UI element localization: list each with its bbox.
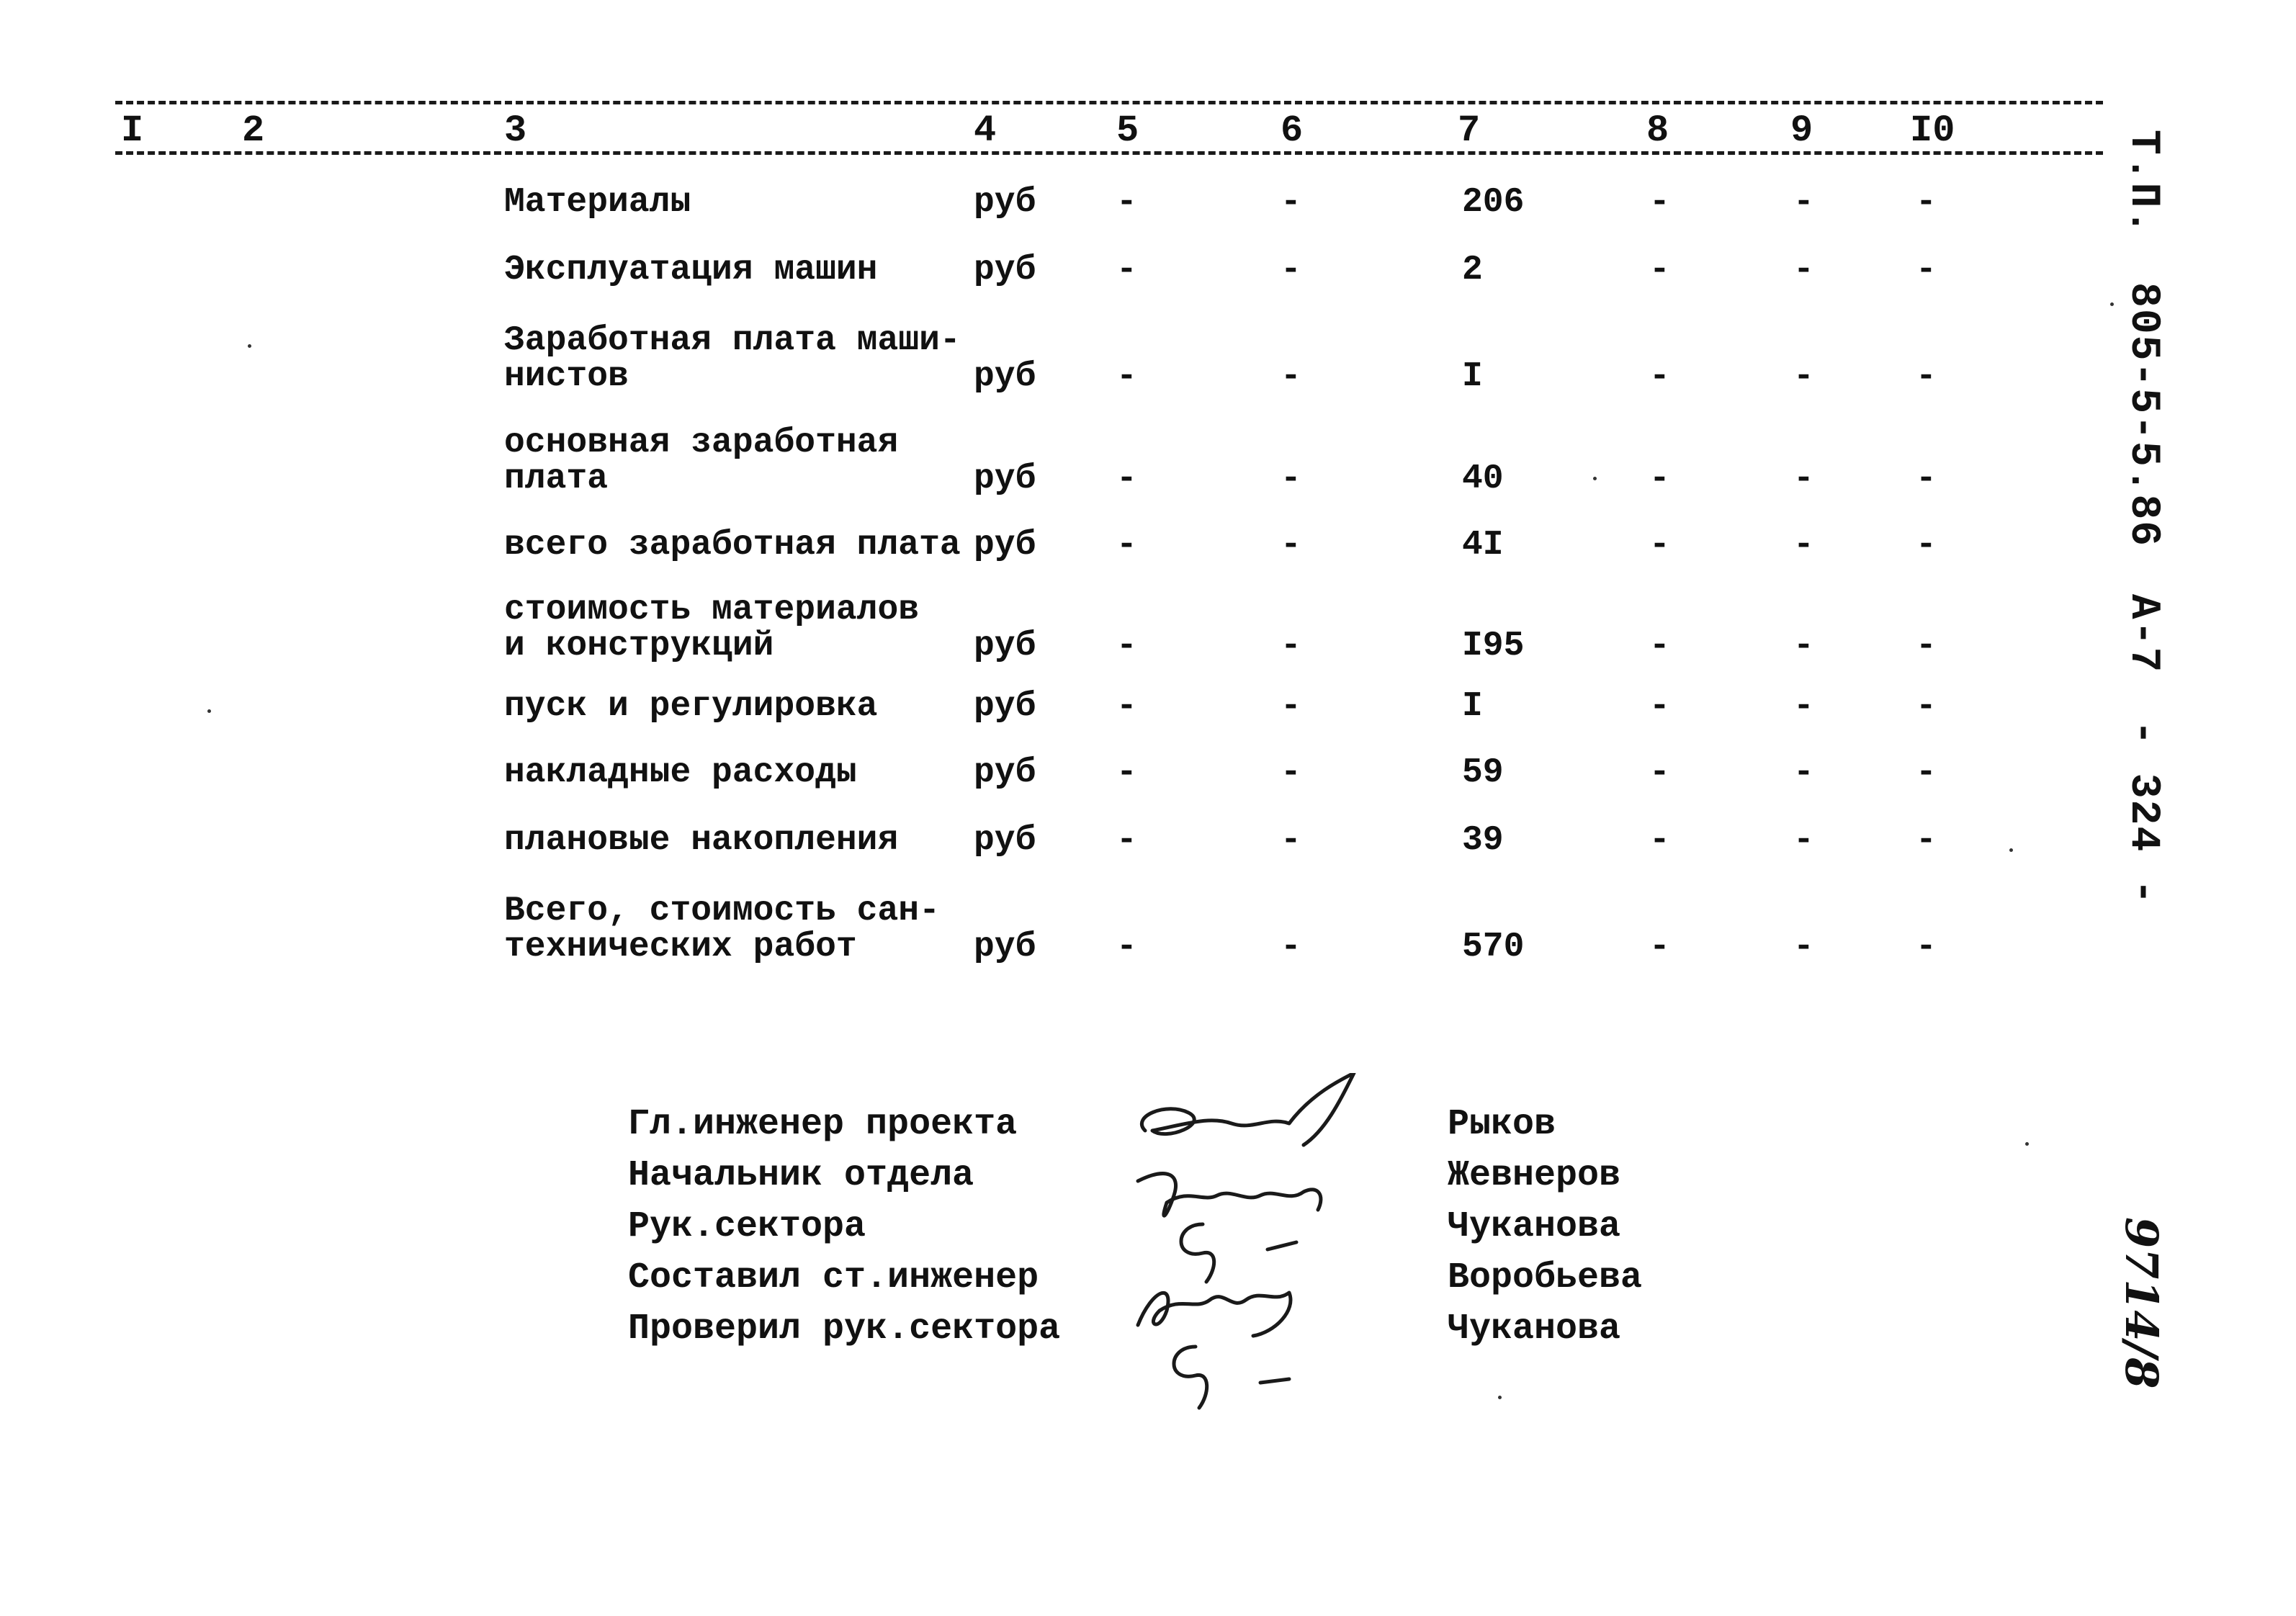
- row-name-line: технических работ: [504, 928, 857, 966]
- row-unit: руб: [974, 526, 1036, 565]
- scan-speck: [2110, 302, 2114, 306]
- row-value-c5: -: [1116, 928, 1137, 966]
- row-name-line: основная заработная: [504, 423, 899, 462]
- row-value-c10: -: [1916, 459, 1937, 498]
- signatory-role: Составил ст.инженер: [628, 1257, 1039, 1298]
- row-value-c8: -: [1649, 753, 1670, 792]
- row-value-c6: -: [1281, 687, 1301, 726]
- document-code-vertical: [2117, 130, 2168, 906]
- row-value-c9: -: [1793, 821, 1814, 860]
- row-unit: руб: [974, 251, 1036, 289]
- row-name-line: пуск и регулировка: [504, 687, 878, 726]
- row-value-c6: -: [1281, 251, 1301, 289]
- column-header-2: 2: [242, 109, 265, 152]
- row-name-line: всего заработная плата: [504, 526, 961, 565]
- row-unit: руб: [974, 459, 1036, 498]
- row-unit: руб: [974, 928, 1036, 966]
- row-name-line: Заработная плата маши-: [504, 321, 961, 360]
- row-value-c10: -: [1916, 251, 1937, 289]
- row-unit: руб: [974, 687, 1036, 726]
- scan-speck: [2025, 1142, 2029, 1146]
- row-name-line: Эксплуатация машин: [504, 251, 878, 289]
- signatory-role: Гл.инженер проекта: [628, 1104, 1018, 1145]
- row-name-line: Материалы: [504, 183, 691, 222]
- header-top-dashed-rule: [115, 101, 2103, 104]
- row-value-c7: 39: [1462, 821, 1504, 860]
- row-name: [504, 893, 965, 965]
- column-header-7: 7: [1458, 109, 1481, 152]
- row-unit: руб: [974, 357, 1036, 396]
- row-name-line: накладные расходы: [504, 753, 857, 792]
- row-value-c5: -: [1116, 251, 1137, 289]
- row-value-c5: -: [1116, 687, 1137, 726]
- row-name: [504, 688, 965, 724]
- row-value-c7: 206: [1462, 183, 1525, 222]
- row-value-c6: -: [1281, 526, 1301, 565]
- row-name: [504, 425, 965, 497]
- row-value-c10: -: [1916, 357, 1937, 396]
- row-value-c10: -: [1916, 183, 1937, 222]
- row-unit: руб: [974, 821, 1036, 860]
- column-header-3: 3: [504, 109, 527, 152]
- row-value-c8: -: [1649, 687, 1670, 726]
- album-code: А-7: [2120, 593, 2166, 674]
- column-header-8: 8: [1646, 109, 1669, 152]
- row-value-c9: -: [1793, 687, 1814, 726]
- signatory-name: Чуканова: [1448, 1206, 1621, 1247]
- row-value-c5: -: [1116, 459, 1137, 498]
- signatory-role: Начальник отдела: [628, 1155, 974, 1196]
- column-header-6: 6: [1281, 109, 1304, 152]
- row-name-line: стоимость материалов: [504, 591, 920, 629]
- row-value-c7: 4I: [1462, 526, 1504, 565]
- column-header-4: 4: [974, 109, 997, 152]
- row-name-line: плата: [504, 459, 609, 498]
- scan-speck: [207, 709, 211, 713]
- row-value-c9: -: [1793, 459, 1814, 498]
- scan-speck: [1593, 477, 1597, 480]
- signatory-name: Рыков: [1448, 1104, 1556, 1145]
- row-value-c8: -: [1649, 526, 1670, 565]
- row-value-c6: -: [1281, 821, 1301, 860]
- column-header-5: 5: [1116, 109, 1139, 152]
- row-value-c10: -: [1916, 627, 1937, 665]
- signatory-role: Рук.сектора: [628, 1206, 866, 1247]
- row-value-c8: -: [1649, 183, 1670, 222]
- signatory-name: Воробьева: [1448, 1257, 1643, 1298]
- row-value-c9: -: [1793, 753, 1814, 792]
- row-name: [504, 184, 965, 220]
- row-value-c9: -: [1793, 357, 1814, 396]
- row-value-c10: -: [1916, 687, 1937, 726]
- page-number: - 324 -: [2120, 720, 2166, 906]
- row-unit: руб: [974, 753, 1036, 792]
- row-value-c8: -: [1649, 251, 1670, 289]
- row-value-c5: -: [1116, 183, 1137, 222]
- column-header-1: I: [121, 109, 144, 152]
- row-name: [504, 592, 965, 664]
- row-value-c10: -: [1916, 753, 1937, 792]
- row-value-c9: -: [1793, 251, 1814, 289]
- signature-mark-1: [1124, 1073, 1368, 1152]
- row-unit: руб: [974, 183, 1036, 222]
- row-value-c6: -: [1281, 357, 1301, 396]
- row-value-c9: -: [1793, 526, 1814, 565]
- scan-speck: [1498, 1396, 1502, 1399]
- project-code: 805-5-5.86: [2120, 282, 2166, 548]
- row-value-c10: -: [1916, 928, 1937, 966]
- row-value-c5: -: [1116, 357, 1137, 396]
- row-name-line: Всего, стоимость сан-: [504, 892, 940, 930]
- row-value-c7: I: [1462, 687, 1483, 726]
- signatory-name: Жевнеров: [1448, 1155, 1621, 1196]
- row-value-c5: -: [1116, 627, 1137, 665]
- scan-speck: [248, 344, 251, 348]
- row-value-c8: -: [1649, 357, 1670, 396]
- row-value-c6: -: [1281, 183, 1301, 222]
- row-value-c6: -: [1281, 928, 1301, 966]
- row-value-c7: 2: [1462, 251, 1483, 289]
- row-name: [504, 755, 965, 791]
- row-name-line: нистов: [504, 357, 629, 396]
- row-value-c7: I: [1462, 357, 1483, 396]
- signatory-name: Чуканова: [1448, 1308, 1621, 1350]
- column-header-9: 9: [1790, 109, 1813, 152]
- row-name-line: плановые накопления: [504, 821, 899, 860]
- row-value-c6: -: [1281, 627, 1301, 665]
- row-name: [504, 323, 965, 395]
- signatory-role: Проверил рук.сектора: [628, 1308, 1061, 1350]
- row-name: [504, 527, 965, 563]
- row-value-c8: -: [1649, 627, 1670, 665]
- row-value-c10: -: [1916, 526, 1937, 565]
- column-header-10: I0: [1910, 109, 1955, 152]
- row-value-c10: -: [1916, 821, 1937, 860]
- row-value-c9: -: [1793, 928, 1814, 966]
- row-value-c8: -: [1649, 821, 1670, 860]
- row-value-c5: -: [1116, 526, 1137, 565]
- row-value-c9: -: [1793, 183, 1814, 222]
- row-value-c7: 59: [1462, 753, 1504, 792]
- row-value-c9: -: [1793, 627, 1814, 665]
- row-value-c8: -: [1649, 928, 1670, 966]
- signature-mark-5: [1124, 1332, 1368, 1411]
- row-value-c5: -: [1116, 753, 1137, 792]
- row-value-c7: 40: [1462, 459, 1504, 498]
- row-name-line: и конструкций: [504, 627, 774, 665]
- row-name: [504, 252, 965, 288]
- row-name: [504, 822, 965, 858]
- scan-speck: [2009, 848, 2013, 852]
- row-value-c8: -: [1649, 459, 1670, 498]
- row-value-c5: -: [1116, 821, 1137, 860]
- row-value-c7: 570: [1462, 928, 1525, 966]
- inventory-number: 9714/8: [2115, 1217, 2168, 1389]
- row-value-c7: I95: [1462, 627, 1525, 665]
- row-value-c6: -: [1281, 753, 1301, 792]
- series-code: Т.П.: [2120, 130, 2166, 236]
- row-unit: руб: [974, 627, 1036, 665]
- row-value-c6: -: [1281, 459, 1301, 498]
